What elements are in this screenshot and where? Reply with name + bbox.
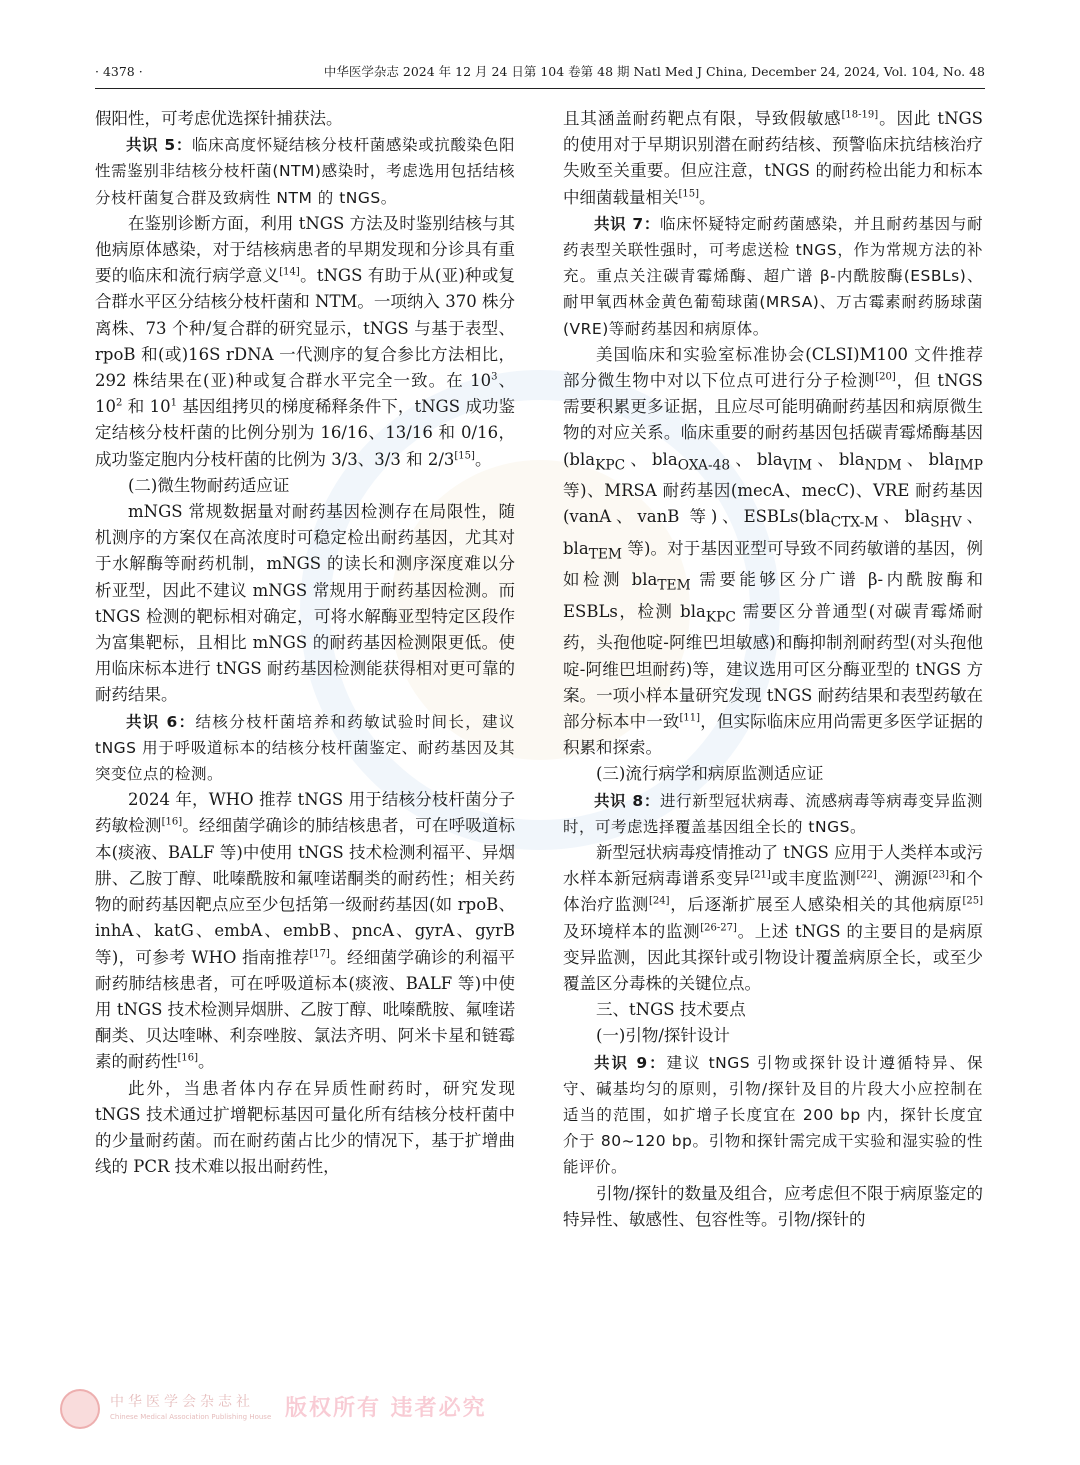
right-column xyxy=(563,106,983,1426)
citation[interactable]: [14] xyxy=(279,266,300,278)
citation[interactable]: [16] xyxy=(177,1052,199,1064)
citation[interactable]: [15] xyxy=(678,188,700,200)
paragraph: 在鉴别诊断方面，利用 tNGS 方法及时鉴别结核与其他病原体感染，对于结核病患者的早期发现和分诊具有重要的临床和流行病学意义[14]。tNGS 有助于从(亚)种或复合群水平区分结核分枝杆菌和 NTM。一项纳入 370 株分离株、73 个种/复合群的研究显示，tNGS 与基于表型、rpoB 和(或)16S rDNA 一代测序的复合参比方法相比，292 株结果在(亚)种或复合群水平完全一致。在 $10^3$、$10^2$ 和 $10^1$ 基因组拷贝的梯度稀释条件下，tNGS 成功鉴定结核分枝杆菌的比例分别为 16/16、13/16 和 0/16，成功鉴定胞内分枝杆菌的比例为 3/3、3/3 和 2/3[15]。 xyxy=(95,213,515,469)
publisher-name: 中华医学会杂志社 xyxy=(110,1394,254,1410)
section-heading: 三、tNGS 技术要点 xyxy=(596,1000,746,1020)
publisher-watermark xyxy=(60,1385,500,1435)
citation[interactable]: [24] xyxy=(648,895,670,907)
consensus-7: 共识 7：临床怀疑特定耐药菌感染，并且耐药基因与耐药表型关联性强时，可考虑送检 tNGS，作为常规方法的补充。重点关注碳青霉烯酶、超广谱 β-内酰胺酶(ESBLs)、耐甲氧西林金黄色葡萄球菌(MRSA)、万古霉素耐药肠球菌(VRE)等耐药基因和病原体。 xyxy=(563,214,983,338)
consensus-6: 共识 6：结核分枝杆菌培养和药敏试验时间长，建议 tNGS 用于呼吸道标本的结核分枝杆菌鉴定、耐药基因及其突变位点的检测。 xyxy=(95,712,515,784)
paragraph: 新型冠状病毒疫情推动了 tNGS 应用于人类样本或污水样本新冠病毒谱系变异[21]或丰度监测[22]、溯源[23]和个体治疗监测[24]，后逐渐扩展至人感染相关的其他病原[25]及环境样本的监测[26-27]。上述 tNGS 的主要目的是病原变异监测，因此其探针或引物设计覆盖病原全长，或至少覆盖区分毒株的关键位点。 xyxy=(563,842,983,993)
citation[interactable]: [21] xyxy=(750,869,771,881)
citation[interactable]: [23] xyxy=(928,869,949,881)
citation[interactable]: [11] xyxy=(679,712,701,724)
publisher-name-en: Chinese Medical Association Publishing House xyxy=(110,1413,272,1421)
paragraph: 美国临床和实验室标准协会(CLSI)M100 文件推荐部分微生物中对以下位点可进行分子检测[20]，但 tNGS 需要积累更多证据，且应尽可能明确耐药基因和病原微生物的对应关系。临床重要的耐药基因包括碳青霉烯酶基因(bla$_{KPC}$、bla$_{OXA-48}$、bla$_{VIM}$、bla$_{NDM}$、bla$_{IMP}$ 等)、MRSA 耐药基因(mecA、mecC)、VRE 耐药基因(vanA、vanB 等)、ESBLs(bla$_{CTX-M}$、bla$_{SHV}$、bla$_{TEM}$ 等)。对于基因亚型可导致不同药敏谱的基因，例如检测 bla$_{TEM}$ 需要能够区分广谱 β-内酰胺酶和 ESBLs，检测 bla$_{KPC}$ 需要区分普通型(对碳青霉烯耐药，头孢他啶-阿维巴坦敏感)和酶抑制剂耐药型(对头孢他啶-阿维巴坦耐药)等，建议选用可区分酶亚型的 tNGS 方案。一项小样本量研究发现 tNGS 耐药结果和表型药敏在部分标本中一致[11]，但实际临床应用尚需更多医学证据的积累和探索。 xyxy=(563,344,983,758)
paragraph: 2024 年，WHO 推荐 tNGS 用于结核分枝杆菌分子药敏检测[16]。经细菌学确诊的肺结核患者，可在呼吸道标本(痰液、BALF 等)中使用 tNGS 技术检测利福平、异烟肼、乙胺丁醇、吡嗪酰胺和氟喹诺酮类的耐药性；相关药物的耐药基因靶点应至少包括第一级耐药基因(如 rpoB、inhA、katG、embA、embB、pncA、gyrA、gyrB 等)，可参考 WHO 指南推荐[17]。经细菌学确诊的利福平耐药肺结核患者，可在呼吸道标本(痰液、BALF 等)中使用 tNGS 技术检测异烟肼、乙胺丁醇、吡嗪酰胺、氟喹诺酮类、贝达喹啉、利奈唑胺、氯法齐明、阿米卡星和链霉素的耐药性[16]。 xyxy=(95,790,515,1072)
citation[interactable]: [20] xyxy=(875,371,896,383)
subsection-heading: (一)引物/探针设计 xyxy=(596,1026,730,1046)
paragraph: 假阳性，可考虑优选探针捕获法。 xyxy=(95,109,343,128)
citation[interactable]: [25] xyxy=(962,895,983,907)
header-rule xyxy=(95,88,985,89)
citation[interactable]: [15] xyxy=(454,450,475,462)
publisher-seal-icon xyxy=(60,1389,100,1429)
consensus-9: 共识 9：建议 tNGS 引物或探针设计遵循特异、保守、碱基均匀的原则，引物/探针及目的片段大小应控制在适当的范围，如扩增子长度宜在 200 bp 内，探针长度宜介于 80~120 bp。引物和探针需完成干实验和湿实验的性能评价。 xyxy=(563,1053,983,1177)
section-heading: (三)流行病学和病原监测适应证 xyxy=(596,764,824,784)
paragraph: 引物/探针的数量及组合，应考虑但不限于病原鉴定的特异性、敏感性、包容性等。引物/探针的 xyxy=(563,1183,983,1229)
running-header xyxy=(95,60,985,84)
citation[interactable]: [17] xyxy=(309,948,330,959)
paragraph: mNGS 常规数据量对耐药基因检测存在局限性，随机测序的方案仅在高浓度时可稳定检出耐药基因，尤其对于水解酶等耐药机制，mNGS 的读长和测序深度难以分析亚型，因此不建议 mNGS 常规用于耐药基因检测。而 tNGS 检测的靶标相对确定，可将水解酶亚型特定区段作为富集靶标，且相比 mNGS 的耐药基因检测限更低。使用临床标本进行 tNGS 耐药基因检测能获得相对更可靠的耐药结果。 xyxy=(95,502,515,705)
journal-citation: 中华医学杂志 2024 年 12 月 24 日第 104 卷第 48 期 Natl Med J China, December 24, 2024, Vol. 104, No. 48 xyxy=(323,64,985,79)
left-column xyxy=(95,106,515,1426)
copyright-slogan: 版权所有 违者必究 xyxy=(285,1396,487,1421)
paragraph: 此外，当患者体内存在异质性耐药时，研究发现 tNGS 技术通过扩增靶标基因可量化所有结核分枝杆菌中的少量耐药菌。而在耐药菌占比少的情况下，基于扩增曲线的 PCR 技术难以报出耐药性， xyxy=(95,1078,515,1177)
section-heading: (二)微生物耐药适应证 xyxy=(128,475,290,495)
citation[interactable]: [18-19] xyxy=(841,109,879,121)
citation[interactable]: [16] xyxy=(161,816,183,828)
consensus-8: 共识 8：进行新型冠状病毒、流感病毒等病毒变异监测时，可考虑选择覆盖基因组全长的 tNGS。 xyxy=(563,791,983,836)
citation[interactable]: [22] xyxy=(856,869,877,881)
citation[interactable]: [26-27] xyxy=(700,922,737,934)
consensus-5: 共识 5：临床高度怀疑结核分枝杆菌感染或抗酸染色阳性需鉴别非结核分枝杆菌(NTM)感染时，考虑选用包括结核分枝杆菌复合群及致病性 NTM 的 tNGS。 xyxy=(95,136,515,207)
page-number: · 4378 · xyxy=(95,64,143,79)
paragraph: 且其涵盖耐药靶点有限，导致假敏感[18-19]。因此 tNGS 的使用对于早期识别潜在耐药结核、预警临床抗结核治疗失败至关重要。但应注意，tNGS 的耐药检出能力和标本中细菌载量相关[15]。 xyxy=(563,109,983,207)
